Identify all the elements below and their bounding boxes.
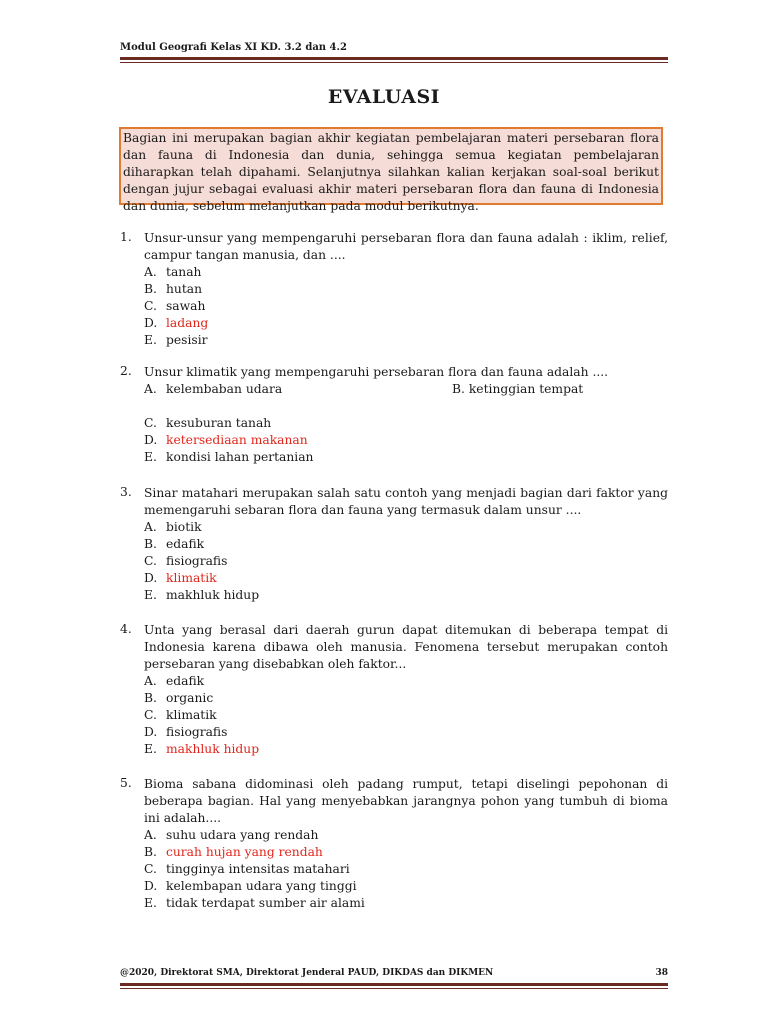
option-letter: A. (144, 828, 157, 842)
option-d[interactable] (144, 570, 668, 587)
question-3 (120, 485, 668, 604)
option-text: suhu udara yang rendah (166, 828, 319, 842)
question-text: Unsur-unsur yang mempengaruhi persebaran flora dan fauna adalah : iklim, relief, campur tangan manusia, dan .... (144, 231, 668, 262)
option-e[interactable] (144, 332, 668, 349)
option-b[interactable] (144, 536, 668, 553)
option-letter: E. (144, 450, 157, 464)
option-letter: E. (144, 742, 157, 756)
option-c[interactable] (144, 415, 668, 432)
option-letter: A. (144, 674, 157, 688)
option-letter: C. (144, 708, 157, 722)
option-text: fisiografis (166, 554, 228, 568)
header-rule-thick (120, 57, 668, 60)
question-number: 4. (120, 622, 132, 636)
intro-text: Bagian ini merupakan bagian akhir kegiatan pembelajaran materi persebaran flora dan fauna di Indonesia dan dunia, sehingga semua kegiatan pembelajaran diharapkan telah dipahami. Selanjutnya silahkan kalian kerjakan soal-soal berikut dengan jujur sebagai evaluasi akhir materi persebaran flora dan fauna di Indonesia dan dunia, sebelum melanjutkan pada modul berikutnya. (123, 131, 659, 214)
option-letter: C. (144, 862, 157, 876)
option-text-correct: ladang (166, 316, 209, 330)
option-b[interactable] (144, 690, 668, 707)
option-e[interactable] (144, 587, 668, 604)
footer-rule-thin (120, 988, 668, 989)
option-text: pesisir (166, 333, 208, 347)
option-text: edafik (166, 537, 205, 551)
intro-box (119, 127, 663, 214)
option-b[interactable] (144, 844, 668, 861)
option-d[interactable] (144, 432, 668, 449)
option-a[interactable] (144, 673, 668, 690)
option-text: makhluk hidup (166, 588, 260, 602)
option-text: edafik (166, 674, 205, 688)
option-text: hutan (166, 282, 203, 296)
page-title: EVALUASI (327, 86, 441, 108)
option-text: kelembaban udara (166, 382, 283, 396)
option-c[interactable] (144, 553, 668, 570)
option-text-correct: ketersediaan makanan (166, 433, 308, 447)
question-number: 1. (120, 230, 132, 244)
option-e[interactable] (144, 449, 668, 466)
option-text: sawah (166, 299, 206, 313)
question-text: Sinar matahari merupakan salah satu contoh yang menjadi bagian dari faktor yang memengaruhi sebaran flora dan fauna yang termasuk dalam unsur .... (144, 486, 668, 517)
option-text: kondisi lahan pertanian (166, 450, 314, 464)
option-c[interactable] (144, 707, 668, 724)
option-letter: E. (144, 896, 157, 910)
question-number: 3. (120, 485, 132, 499)
option-text: kesuburan tanah (166, 416, 272, 430)
option-letter: D. (144, 316, 158, 330)
question-text: Unsur klimatik yang mempengaruhi persebaran flora dan fauna adalah .... (144, 365, 609, 379)
option-text: biotik (166, 520, 202, 534)
option-letter: B. (144, 537, 157, 551)
question-number: 2. (120, 364, 132, 378)
option-d[interactable] (144, 878, 668, 895)
question-5 (120, 776, 668, 912)
option-a[interactable] (144, 381, 668, 398)
option-letter: E. (144, 588, 157, 602)
option-text-correct: klimatik (166, 571, 217, 585)
option-e[interactable] (144, 895, 668, 912)
option-letter: E. (144, 333, 157, 347)
option-letter: D. (144, 879, 158, 893)
option-letter: B. (144, 282, 157, 296)
option-a[interactable] (144, 827, 668, 844)
page-number: 38 (655, 968, 668, 978)
question-1 (120, 230, 668, 349)
option-c[interactable] (144, 298, 668, 315)
option-a[interactable] (144, 264, 668, 281)
option-text: fisiografis (166, 725, 228, 739)
option-c[interactable] (144, 861, 668, 878)
option-text: tingginya intensitas matahari (166, 862, 350, 876)
question-4 (120, 622, 668, 758)
option-text: kelembapan udara yang tinggi (166, 879, 357, 893)
option-b[interactable] (144, 281, 668, 298)
option-letter: D. (144, 571, 158, 585)
option-d[interactable] (144, 315, 668, 332)
option-e[interactable] (144, 741, 668, 758)
option-text: organic (166, 691, 214, 705)
option-letter: C. (144, 299, 157, 313)
option-letter: C. (144, 416, 157, 430)
option-letter: B. (144, 845, 157, 859)
option-text: tidak terdapat sumber air alami (166, 896, 365, 910)
option-b-text[interactable]: B. ketinggian tempat (452, 382, 584, 396)
option-letter: B. (144, 691, 157, 705)
option-letter: A. (144, 520, 157, 534)
option-letter: D. (144, 725, 158, 739)
footer-text: @2020, Direktorat SMA, Direktorat Jenderal PAUD, DIKDAS dan DIKMEN (120, 968, 494, 978)
question-number: 5. (120, 776, 132, 790)
option-text: tanah (166, 265, 202, 279)
option-letter: C. (144, 554, 157, 568)
option-text: klimatik (166, 708, 217, 722)
option-d[interactable] (144, 724, 668, 741)
header-rule-thin (120, 62, 668, 63)
question-2 (120, 364, 668, 466)
option-letter: D. (144, 433, 158, 447)
option-letter: A. (144, 382, 157, 396)
option-spacer (144, 398, 668, 415)
option-text-correct: curah hujan yang rendah (166, 845, 323, 859)
header-title: Modul Geografi Kelas XI KD. 3.2 dan 4.2 (120, 42, 347, 53)
footer-rule-thick (120, 983, 668, 986)
option-a[interactable] (144, 519, 668, 536)
question-text: Bioma sabana didominasi oleh padang rumput, tetapi diselingi pepohonan di beberapa bagian. Hal yang menyebabkan jarangnya pohon yang tumbuh di bioma ini adalah.... (144, 777, 668, 825)
question-text: Unta yang berasal dari daerah gurun dapat ditemukan di beberapa tempat di Indonesia karena dibawa oleh manusia. Fenomena tersebut merupakan contoh persebaran yang disebabkan oleh faktor... (144, 623, 668, 671)
option-letter: A. (144, 265, 157, 279)
option-text-correct: makhluk hidup (166, 742, 260, 756)
